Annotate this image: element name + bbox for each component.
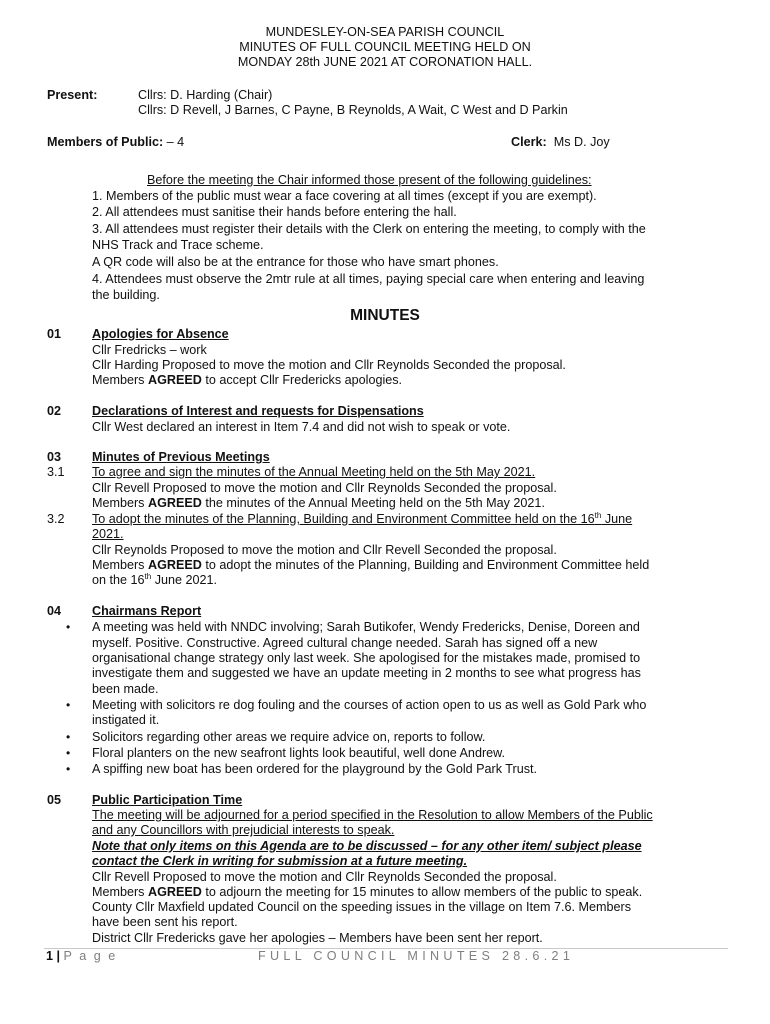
footer-title: FULL COUNCIL MINUTES 28.6.21 xyxy=(258,949,575,963)
item-3-1-title: To agree and sign the minutes of the Annual Meeting held on the 5th May 2021. xyxy=(92,465,536,479)
bullet-icon: • xyxy=(66,746,71,760)
item-3-2-line: Cllr Reynolds Proposed to move the motion and Cllr Revell Seconded the proposal. xyxy=(92,543,557,557)
item-04-number: 04 xyxy=(47,604,62,618)
item-05-intro: The meeting will be adjourned for a period specified in the Resolution to allow Members of the Public xyxy=(92,808,653,822)
item-02-title: Declarations of Interest and requests for Dispensations xyxy=(92,404,424,418)
page-separator: | xyxy=(53,949,64,963)
item-3-2-resolution xyxy=(92,558,649,573)
item-01-number: 01 xyxy=(47,327,62,341)
report-bullet-1-cont: been made. xyxy=(92,682,159,696)
page-number: 1 xyxy=(46,949,54,963)
report-bullet-1: A meeting was held with NNDC involving; Sarah Butikofer, Wendy Fredericks, Denise, Doreen and xyxy=(92,620,640,634)
item-3-2-number: 3.2 xyxy=(47,512,65,526)
text-run: the minutes of the Annual Meeting held on the 5th May 2021. xyxy=(201,496,545,510)
clerk-name: Ms D. Joy xyxy=(553,135,610,149)
item-01-title: Apologies for Absence xyxy=(92,327,229,341)
item-3-1-line: Cllr Revell Proposed to move the motion and Cllr Reynolds Seconded the proposal. xyxy=(92,481,557,495)
public-count: – 4 xyxy=(163,135,185,149)
item-01-resolution xyxy=(92,373,402,388)
present-chair: Cllrs: D. Harding (Chair) xyxy=(138,88,273,102)
guideline-3-qr: A QR code will also be at the entrance for those who have smart phones. xyxy=(92,255,499,269)
page-word: P a g e xyxy=(63,949,118,963)
item-03-title: Minutes of Previous Meetings xyxy=(92,450,270,464)
text-run: Members xyxy=(92,885,148,899)
item-02-number: 02 xyxy=(47,404,62,418)
item-05-resolution xyxy=(92,885,642,900)
report-bullet-2: Meeting with solicitors re dog fouling and the courses of action open to us as well as Gold Park who xyxy=(92,698,647,712)
guideline-1: 1. Members of the public must wear a face covering at all times (except if you are exempt). xyxy=(92,189,597,203)
guideline-3-cont: NHS Track and Trace scheme. xyxy=(92,238,264,252)
guideline-2: 2. All attendees must sanitise their hands before entering the hall. xyxy=(92,205,457,219)
report-bullet-3: Solicitors regarding other areas we require advice on, reports to follow. xyxy=(92,730,486,744)
agreed-text: AGREED xyxy=(147,496,202,510)
meeting-title: MINUTES OF FULL COUNCIL MEETING HELD ON xyxy=(239,40,531,54)
item-05-title: Public Participation Time xyxy=(92,793,243,807)
council-name: MUNDESLEY-ON-SEA PARISH COUNCIL xyxy=(265,25,505,39)
item-05-note-cont: contact the Clerk in writing for submission at a future meeting. xyxy=(92,854,468,868)
report-bullet-1-cont: investigate them and suggested we have an update meeting in 2 months to see what progress has xyxy=(92,666,641,680)
report-bullet-1-cont: myself. Positive. Constructive. Agreed cultural change needed. Sarah has signed off a new xyxy=(92,636,598,650)
clerk xyxy=(511,135,610,150)
report-bullet-5: A spiffing new boat has been ordered for the playground by the Gold Park Trust. xyxy=(92,762,538,776)
item-3-2-title xyxy=(92,512,632,527)
bullet-icon: • xyxy=(66,762,71,776)
item-3-1-resolution xyxy=(92,496,545,511)
agreed-text: AGREED xyxy=(147,373,202,387)
agreed-text: AGREED xyxy=(147,558,202,572)
item-05-number: 05 xyxy=(47,793,62,807)
text-run: to adjourn the meeting for 15 minutes to allow members of the public to speak. xyxy=(201,885,643,899)
report-bullet-4: Floral planters on the new seafront lights look beautiful, well done Andrew. xyxy=(92,746,506,760)
item-05-note: Note that only items on this Agenda are to be discussed – for any other item/ subject please xyxy=(92,839,642,853)
guidelines-intro: Before the meeting the Chair informed those present of the following guidelines: xyxy=(147,173,592,187)
report-bullet-1-cont: organisational change strategy only last week. She apologised for the mistakes made, promised to xyxy=(92,651,641,665)
item-05-line: County Cllr Maxfield updated Council on the speeding issues in the village on Item 7.6. Members xyxy=(92,900,632,914)
text-run: To adopt the minutes of the Planning, Building and Environment Committee held on the 16 xyxy=(92,512,595,526)
text-run: June xyxy=(601,512,633,526)
text-run: to adopt the minutes of the Planning, Building and Environment Committee held xyxy=(201,558,650,572)
text-run: June 2021. xyxy=(151,573,218,587)
item-01-line: Cllr Fredricks – work xyxy=(92,343,207,357)
clerk-label: Clerk: xyxy=(511,135,547,149)
present-councillors: Cllrs: D Revell, J Barnes, C Payne, B Reynolds, A Wait, C West and D Parkin xyxy=(138,103,568,117)
superscript: th xyxy=(594,510,602,520)
item-3-2-resolution-cont xyxy=(92,573,217,588)
text-run: to accept Cllr Fredericks apologies. xyxy=(201,373,403,387)
item-3-1-number: 3.1 xyxy=(47,465,65,479)
superscript: th xyxy=(144,571,152,581)
item-05-intro-cont: and any Councillors with prejudicial interests to speak. xyxy=(92,823,395,837)
item-3-2-title-cont: 2021. xyxy=(92,527,124,541)
meeting-date-venue: MONDAY 28th JUNE 2021 AT CORONATION HALL. xyxy=(237,55,533,69)
bullet-icon: • xyxy=(66,698,71,712)
item-02-line: Cllr West declared an interest in Item 7.4 and did not wish to speak or vote. xyxy=(92,420,511,434)
guideline-4-cont: the building. xyxy=(92,288,160,302)
text-run: Members xyxy=(92,558,148,572)
guideline-4: 4. Attendees must observe the 2mtr rule at all times, paying special care when entering and leaving xyxy=(92,272,645,286)
item-05-line: have been sent his report. xyxy=(92,915,238,929)
guideline-3: 3. All attendees must register their details with the Clerk on entering the meeting, to comply with the xyxy=(92,222,646,236)
minutes-heading: MINUTES xyxy=(350,307,420,324)
bullet-icon: • xyxy=(66,620,71,634)
public-label: Members of Public: xyxy=(47,135,164,149)
footer-page-number xyxy=(46,949,117,963)
item-05-line: District Cllr Fredericks gave her apologies – Members have been sent her report. xyxy=(92,931,543,945)
item-01-line: Cllr Harding Proposed to move the motion and Cllr Reynolds Seconded the proposal. xyxy=(92,358,566,372)
item-05-line: Cllr Revell Proposed to move the motion and Cllr Reynolds Seconded the proposal. xyxy=(92,870,557,884)
item-04-title: Chairmans Report xyxy=(92,604,202,618)
text-run: on the 16 xyxy=(92,573,145,587)
text-run: Members xyxy=(92,496,148,510)
agreed-text: AGREED xyxy=(147,885,202,899)
text-run: Members xyxy=(92,373,148,387)
report-bullet-2-cont: instigated it. xyxy=(92,713,160,727)
present-label: Present: xyxy=(47,88,98,102)
bullet-icon: • xyxy=(66,730,71,744)
members-of-public xyxy=(47,135,184,150)
item-03-number: 03 xyxy=(47,450,62,464)
